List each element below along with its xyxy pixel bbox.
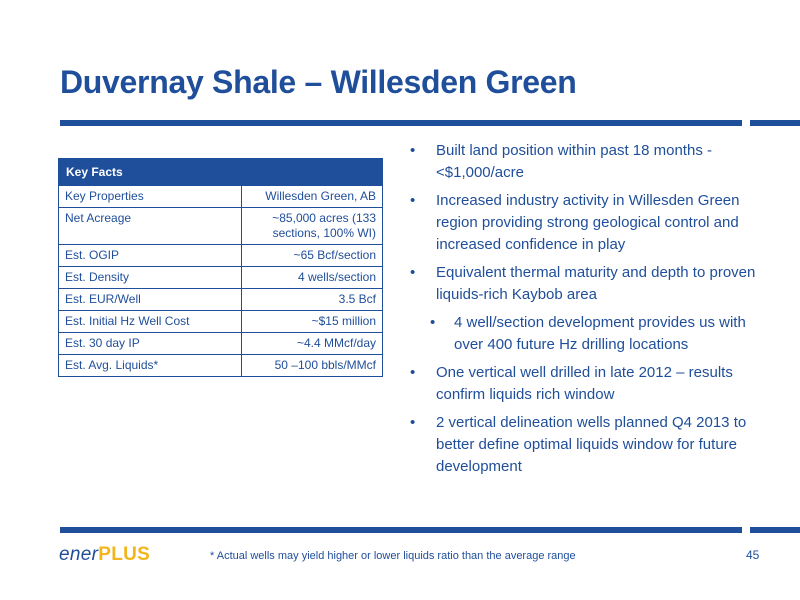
key-facts-table: [58, 158, 383, 377]
bullet-item: [404, 362, 764, 406]
table-row: [59, 186, 383, 208]
bullet-marker: •: [410, 192, 416, 209]
fact-label: Est. Density: [59, 267, 242, 289]
bullet-item: [404, 190, 764, 256]
bullet-text: 4 well/section development provides us with over 400 future Hz drilling locations: [454, 314, 746, 353]
bullet-marker: •: [410, 414, 416, 431]
title-divider: [60, 120, 742, 126]
bullet-text: 2 vertical delineation wells planned Q4 2013 to better define optimal liquids window for future development: [436, 414, 747, 475]
fact-label: Key Properties: [59, 186, 242, 208]
bullet-item: [404, 140, 764, 184]
table-row: [59, 311, 383, 333]
bullet-marker: •: [430, 314, 436, 331]
fact-label: Net Acreage: [59, 208, 242, 245]
bullet-item: [404, 412, 764, 478]
footer-divider-end: [750, 527, 800, 533]
page-number: 45: [746, 548, 760, 562]
title-divider-end: [750, 120, 800, 126]
bullet-list: [404, 140, 764, 484]
bullet-text: Equivalent thermal maturity and depth to proven liquids-rich Kaybob area: [436, 264, 756, 303]
footer-divider: [60, 527, 742, 533]
fact-label: Est. OGIP: [59, 245, 242, 267]
table-row: [59, 267, 383, 289]
sub-bullet-item: [404, 312, 764, 356]
fact-value: ~$15 million: [242, 311, 383, 333]
enerplus-logo: [59, 544, 150, 566]
fact-value: 4 wells/section: [242, 267, 383, 289]
fact-value: 3.5 Bcf: [242, 289, 383, 311]
fact-value: ~65 Bcf/section: [242, 245, 383, 267]
bullet-marker: •: [410, 142, 416, 159]
title-divider-gap: [742, 120, 750, 126]
table-row: [59, 208, 383, 245]
key-facts-header: Key Facts: [59, 159, 383, 186]
fact-value: ~4.4 MMcf/day: [242, 333, 383, 355]
bullet-marker: •: [410, 264, 416, 281]
table-row: [59, 333, 383, 355]
fact-value: 50 –100 bbls/MMcf: [242, 355, 383, 377]
fact-label: Est. Initial Hz Well Cost: [59, 311, 242, 333]
table-row: [59, 355, 383, 377]
fact-value: ~85,000 acres (133 sections, 100% WI): [242, 208, 383, 245]
bullet-text: Increased industry activity in Willesden Green region providing strong geological control and increased confidence in play: [436, 192, 740, 253]
table-row: [59, 245, 383, 267]
logo-part-plus: PLUS: [98, 544, 151, 565]
slide-title: Duvernay Shale – Willesden Green: [60, 64, 577, 100]
fact-value: Willesden Green, AB: [242, 186, 383, 208]
logo-part-ener: ener: [59, 544, 99, 565]
footnote: * Actual wells may yield higher or lower liquids ratio than the average range: [210, 550, 576, 562]
bullet-item: [404, 262, 764, 306]
bullet-marker: •: [410, 364, 416, 381]
bullet-text: Built land position within past 18 months - <$1,000/acre: [436, 142, 712, 181]
fact-label: Est. 30 day IP: [59, 333, 242, 355]
fact-label: Est. EUR/Well: [59, 289, 242, 311]
bullet-text: One vertical well drilled in late 2012 – results confirm liquids rich window: [436, 364, 733, 403]
table-row: [59, 289, 383, 311]
fact-label: Est. Avg. Liquids*: [59, 355, 242, 377]
